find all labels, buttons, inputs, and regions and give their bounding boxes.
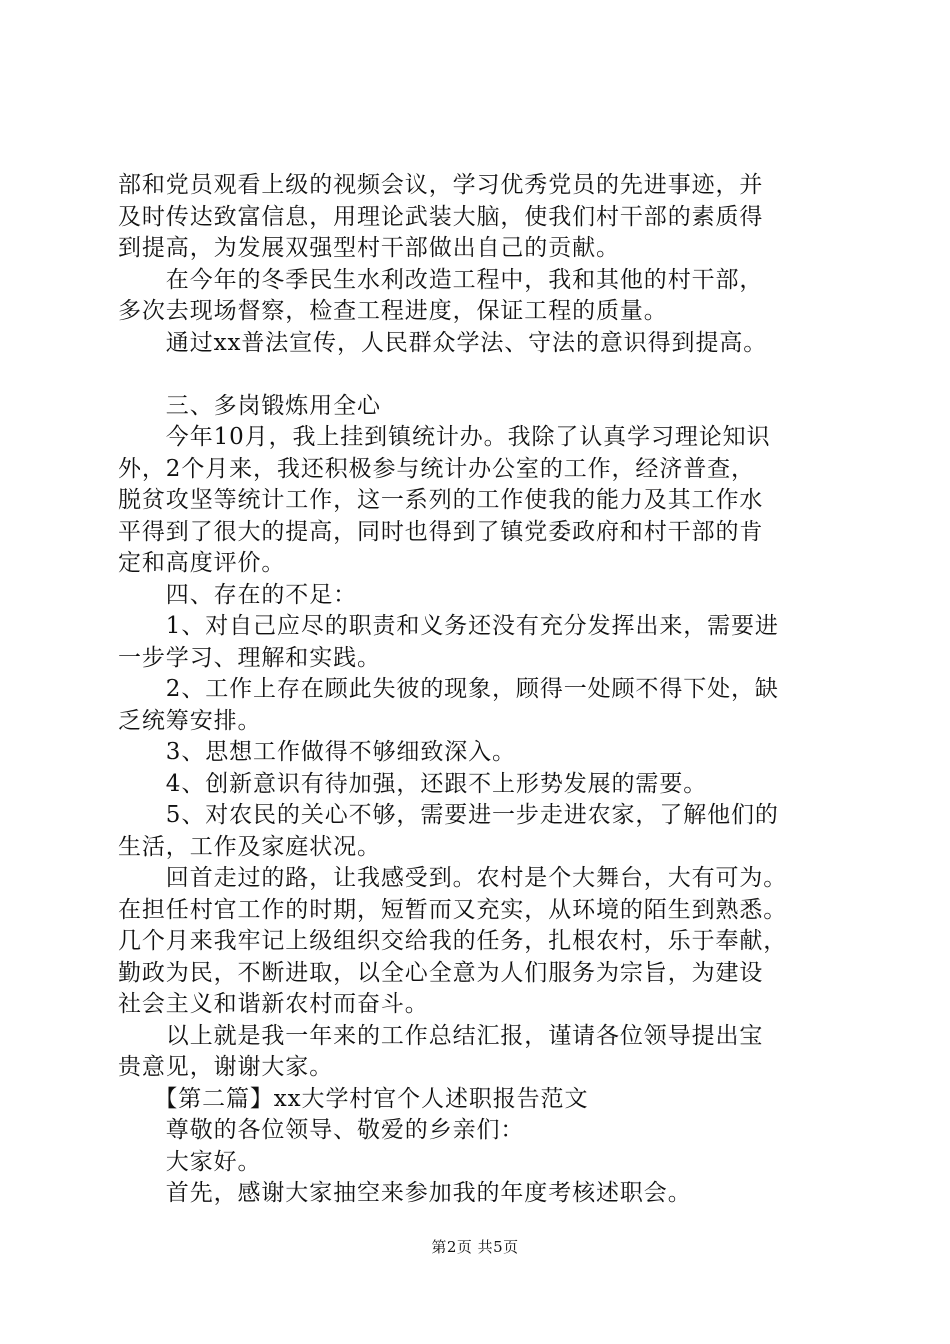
text-line: 尊敬的各位领导、敬爱的乡亲们：: [118, 1117, 525, 1143]
text-line: 大家好。: [118, 1148, 262, 1175]
section-heading: 四、存在的不足：: [118, 581, 357, 608]
text-line: 今年10月，我上挂到镇统计办。我除了认真学习理论知识: [118, 424, 771, 450]
text-line: 在担任村官工作的时期，短暂而又充实，从环境的陌生到熟悉。: [118, 896, 788, 923]
page-number-footer: 第2页 共5页: [431, 1238, 519, 1256]
text-line: 平得到了很大的提高，同时也得到了镇党委政府和村干部的肯: [118, 518, 764, 545]
text-line: 通过xx普法宣传，人民群众学法、守法的意识得到提高。: [118, 329, 768, 356]
text-line: 几个月来我牢记上级组织交给我的任务，扎根农村，乐于奉献，: [118, 928, 788, 954]
text-line: 以上就是我一年来的工作总结汇报，谨请各位领导提出宝: [118, 1022, 764, 1049]
text-line: 4、创新意识有待加强，还跟不上形势发展的需要。: [118, 770, 708, 797]
text-line: 2、工作上存在顾此失彼的现象，顾得一处顾不得下处，缺: [118, 676, 779, 702]
text-line: 首先，感谢大家抽空来参加我的年度考核述职会。: [118, 1180, 692, 1206]
text-line: 勤政为民，不断进取，以全心全意为人们服务为宗旨，为建设: [118, 959, 764, 986]
document-body: [118, 170, 838, 1210]
section-title: 【第二篇】xx大学村官个人述职报告范文: [118, 1085, 589, 1112]
text-line: 部和党员观看上级的视频会议，学习优秀党员的先进事迹，并: [118, 172, 764, 198]
section-heading: 三、多岗锻炼用全心: [118, 392, 381, 419]
text-line: 乏统筹安排。: [118, 707, 262, 734]
text-line: 生活，工作及家庭状况。: [118, 833, 381, 860]
text-line: 一步学习、理解和实践。: [118, 644, 381, 671]
text-line: 多次去现场督察，检查工程进度，保证工程的质量。: [118, 298, 668, 324]
text-line: 5、对农民的关心不够，需要进一步走进农家，了解他们的: [118, 802, 779, 828]
text-line: 贵意见，谢谢大家。: [118, 1054, 334, 1080]
text-line: 到提高，为发展双强型村干部做出自己的贡献。: [118, 235, 620, 261]
text-line: 及时传达致富信息，用理论武装大脑，使我们村干部的素质得: [118, 203, 764, 230]
text-line: 在今年的冬季民生水利改造工程中，我和其他的村干部，: [118, 266, 764, 293]
text-line: 外，2个月来，我还积极参与统计办公室的工作，经济普查，: [118, 455, 755, 482]
text-line: 回首走过的路，让我感受到。农村是个大舞台，大有可为。: [118, 865, 788, 891]
text-line: 1、对自己应尽的职责和义务还没有充分发挥出来，需要进: [118, 613, 779, 639]
text-line: 3、思想工作做得不够细致深入。: [118, 739, 516, 765]
text-line: 脱贫攻坚等统计工作，这一系列的工作使我的能力及其工作水: [118, 487, 764, 513]
text-line: 定和高度评价。: [118, 550, 286, 576]
blank-line: [118, 359, 838, 391]
text-line: 社会主义和谐新农村而奋斗。: [118, 991, 429, 1017]
